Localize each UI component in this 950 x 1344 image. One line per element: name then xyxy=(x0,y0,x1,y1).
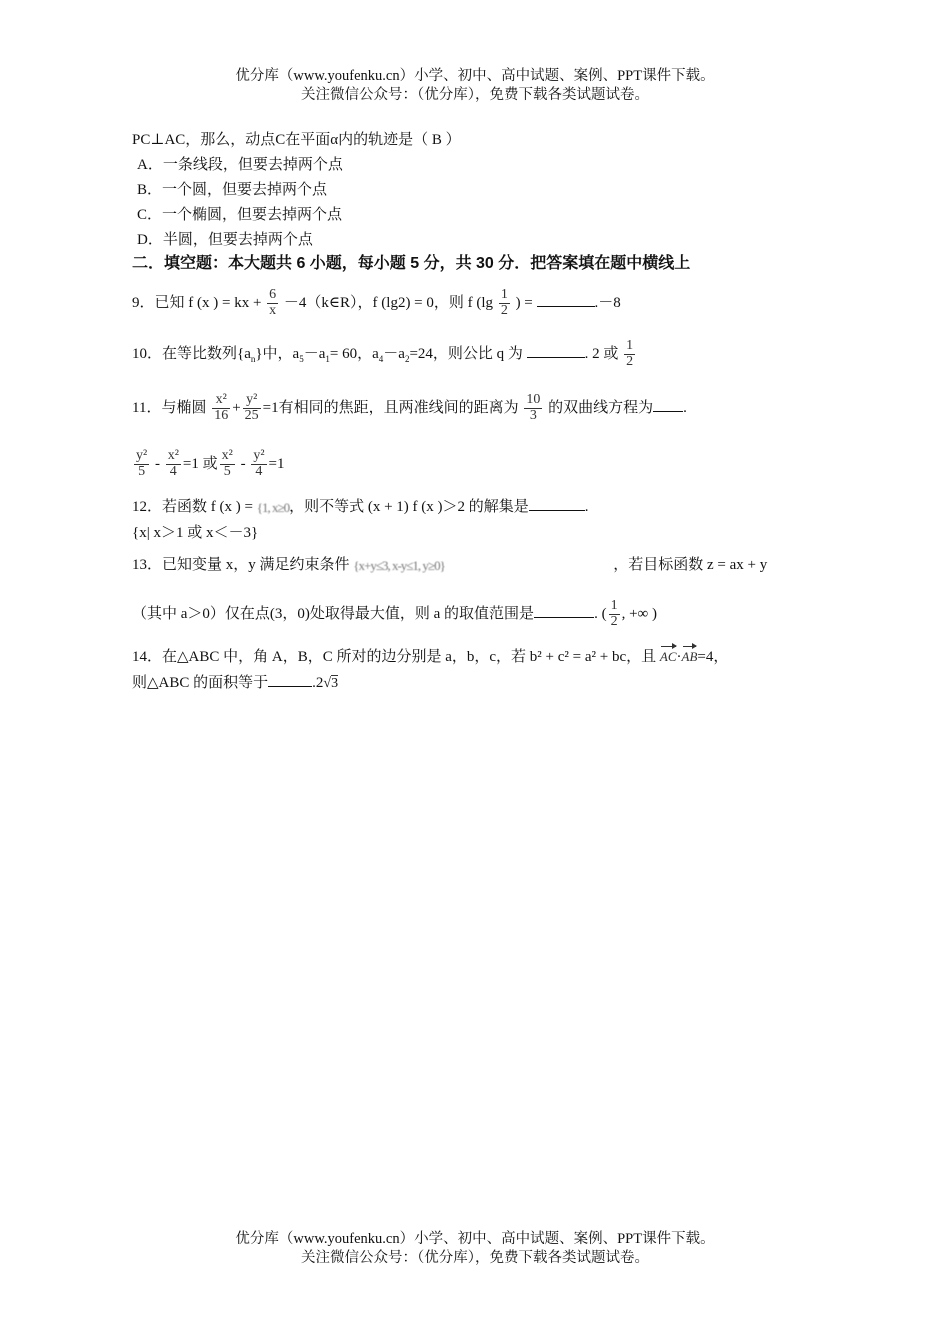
q9-fraction-6-x: $\frac{6}{x}$ xyxy=(269,287,277,319)
q9-fraction-1-2: $\frac{1}{2}$ xyxy=(500,287,508,319)
q10-sub-n: n xyxy=(250,354,256,364)
q9-answer-blank xyxy=(537,292,595,307)
q11-ans-minus-1: - xyxy=(154,456,160,472)
question-13 xyxy=(132,555,767,576)
q12-answer-blank xyxy=(529,496,585,511)
page-header xyxy=(0,67,950,105)
q12-answer: {x| x＞1 或 x＜－3} xyxy=(132,525,259,541)
q14-text-1: 14．在△ABC 中，角 A，B，C 所对的边分别是 a，b，c，若 b² + c² = a² + bc，且 xyxy=(132,649,657,665)
q8-option-b: B．一个圆，但要去掉两个点 xyxy=(137,182,328,198)
q13-text-1: 13．已知变量 x，y 满足约束条件 xyxy=(132,557,350,573)
q14-text-2: 则△ABC 的面积等于 xyxy=(132,675,269,691)
q14-dot: · xyxy=(676,649,682,665)
q11-ans-term-3: $\frac{\text{x²}}{5}$ xyxy=(221,448,233,480)
q11-plus: + xyxy=(232,400,241,416)
q9-answer: .－8 xyxy=(594,295,621,311)
q14-line-2 xyxy=(132,672,338,694)
q9-number: 9．已知 xyxy=(132,295,185,311)
question-14 xyxy=(132,647,728,667)
q10-sub-1: 1 xyxy=(325,354,330,364)
page-footer xyxy=(0,1230,950,1268)
q11-text-1: 11．与椭圆 xyxy=(132,400,207,416)
q12-piecewise-image: {1, x≥0 xyxy=(256,499,290,515)
footer-line-1: 优分库（www.youfenku.cn）小学、初中、高中试题、案例、PPT课件下载。 xyxy=(235,1231,715,1247)
q10-text-5: －a xyxy=(383,346,405,362)
q11-end: . xyxy=(683,400,687,416)
q11-ans-term-4: $\frac{\text{y²}}{4}$ xyxy=(253,448,265,480)
question-11 xyxy=(132,390,687,426)
q11-ans-minus-2: - xyxy=(240,456,246,472)
q11-ellipse-y-term: $\frac{\text{y²}}{25}$ xyxy=(244,392,259,424)
q10-sub-5: 5 xyxy=(299,354,304,364)
q14-answer-blank xyxy=(268,672,312,687)
q11-ans-term-1: $\frac{\text{y²}}{5}$ xyxy=(136,448,148,480)
q10-sub-4: 4 xyxy=(378,354,384,364)
q9-text-3: ) = xyxy=(515,295,533,311)
q11-text-2: 有相同的焦距，且两准线间的距离为 xyxy=(278,400,519,416)
question-10 xyxy=(132,336,637,377)
q11-ellipse-x-term: $\frac{\text{x²}}{16}$ xyxy=(214,392,229,424)
q14-eq: =4， xyxy=(697,649,729,665)
q13-line-2 xyxy=(132,596,657,632)
q8-option-d: D．半圆，但要去掉两个点 xyxy=(137,232,313,248)
q10-text-4: = 60，a xyxy=(329,346,379,362)
q8-option-a: A．一条线段，但要去掉两个点 xyxy=(137,157,343,173)
q11-answer-blank xyxy=(653,397,683,412)
q13-text-2: ，若目标函数 z = ax + y xyxy=(613,557,768,573)
q11-text-3: 的双曲线方程为 xyxy=(548,400,654,416)
q13-answer-post: , +∞ ) xyxy=(621,606,657,622)
header-line-1: 优分库（www.youfenku.cn）小学、初中、高中试题、案例、PPT课件下载。 xyxy=(235,68,715,84)
q14-answer: .2 xyxy=(312,675,324,691)
q14-vector-ac: AC xyxy=(660,647,677,667)
section-2-title: 二．填空题：本大题共 6 小题，每小题 5 分，共 30 分．把答案填在题中横线上 xyxy=(132,255,691,272)
q9-text-1: f (x ) = kx + xyxy=(188,295,262,311)
q14-sqrt: √3 xyxy=(323,676,339,691)
q13-text-3: （其中 a＞0）仅在点(3，0)处取得最大值，则 a 的取值范围是 xyxy=(132,606,535,622)
q11-ans-eq-2: =1 xyxy=(268,456,285,472)
q10-text-1: 10．在等比数列{a xyxy=(132,346,251,362)
q13-answer-pre: . ( xyxy=(594,606,607,622)
header-line-2: 关注微信公众号：（优分库），免费下载各类试题试卷。 xyxy=(301,87,649,103)
q10-text-2: }中，a xyxy=(255,346,300,362)
q11-answer xyxy=(132,445,285,483)
q12-text-1: 12．若函数 f (x ) = xyxy=(132,499,253,515)
q8-option-c: C．一个椭圆，但要去掉两个点 xyxy=(137,207,343,223)
q10-answer-blank xyxy=(527,343,585,358)
q10-text-3: －a xyxy=(303,346,326,362)
q11-distance-fraction: $\frac{10}{3}$ xyxy=(526,392,541,424)
q10-answer-fraction: $\frac{1}{2}$ xyxy=(626,338,634,370)
q9-text-2: －4（k∈R），f (lg2) = 0，则 f (lg xyxy=(283,295,494,311)
q10-answer: . 2 或 xyxy=(584,346,619,362)
q11-ans-term-2: $\frac{\text{x²}}{4}$ xyxy=(167,448,179,480)
question-9 xyxy=(132,285,621,321)
question-12 xyxy=(132,496,589,518)
q11-eq: =1 xyxy=(262,400,279,416)
q12-text-2: ，则不等式 (x + 1) f (x )＞2 的解集是 xyxy=(289,499,529,515)
q13-constraints-image: {x+y≤3, x-y≤1, y≥0} xyxy=(353,557,445,573)
q12-end: . xyxy=(584,499,589,515)
footer-line-2: 关注微信公众号：（优分库），免费下载各类试题试卷。 xyxy=(301,1250,649,1266)
q13-answer-blank xyxy=(534,603,594,618)
q11-ans-eq-or: =1 或 xyxy=(182,456,218,472)
q8-stem: PC⊥AC，那么，动点C在平面α内的轨迹是（ B ） xyxy=(132,132,461,148)
q10-text-6: =24，则公比 q 为 xyxy=(409,346,523,362)
q14-vector-ab: AB xyxy=(682,647,698,667)
q10-sub-2: 2 xyxy=(404,354,410,364)
q13-answer-fraction: $\frac{1}{2}$ xyxy=(610,598,618,630)
